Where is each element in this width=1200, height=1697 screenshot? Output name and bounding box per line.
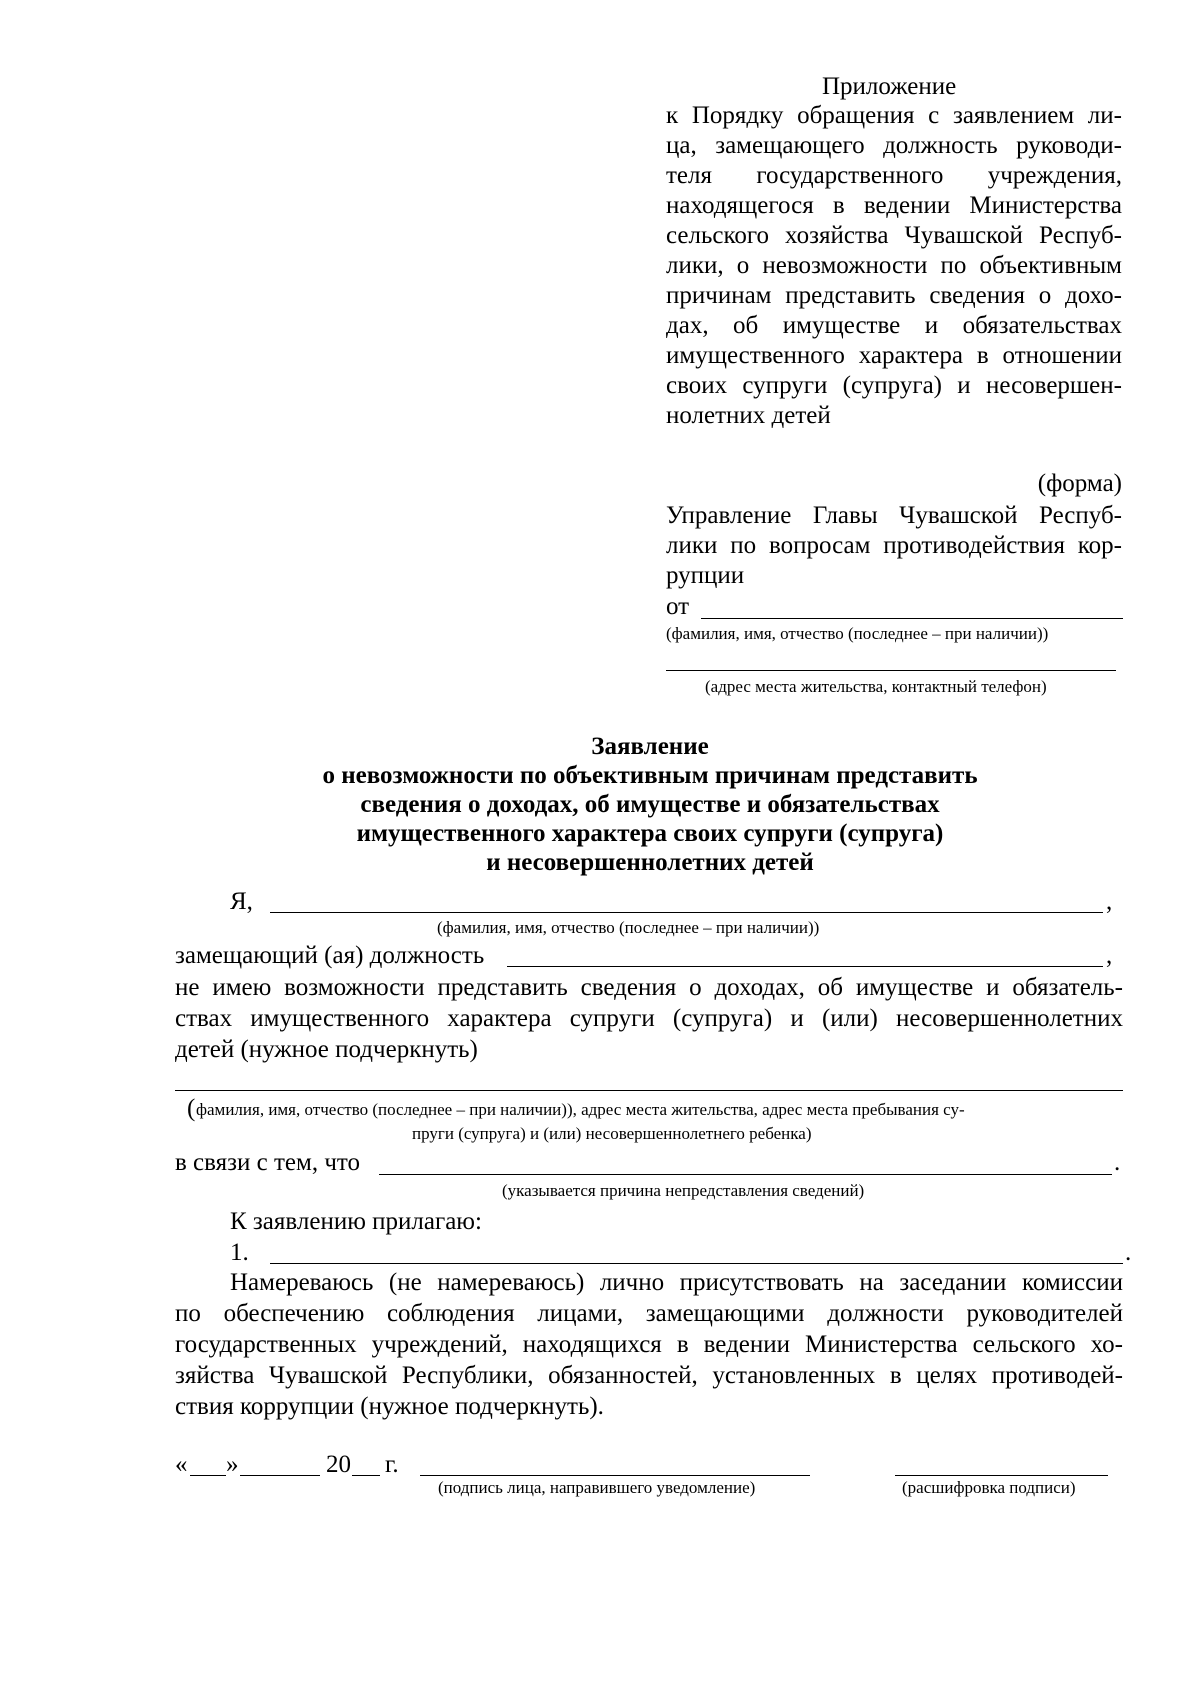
from-name-field[interactable] bbox=[701, 618, 1123, 619]
applicant-name-field[interactable] bbox=[270, 912, 1103, 913]
appendix-line-10: своих супруги (супруга) и несовершен- bbox=[666, 372, 1122, 399]
no-possibility-line-3: детей (нужное подчеркнуть) bbox=[175, 1036, 478, 1063]
addressee-line-3: рупции bbox=[666, 562, 745, 589]
position-comma: , bbox=[1106, 942, 1113, 969]
applicant-name-hint: (фамилия, имя, отчество (последнее – при наличии)) bbox=[437, 918, 820, 937]
because-label: в связи с тем, что bbox=[175, 1149, 360, 1176]
date-year-field[interactable] bbox=[352, 1475, 380, 1476]
date-day-field[interactable] bbox=[190, 1475, 226, 1476]
appendix-line-8: дах, об имуществе и обязательствах bbox=[666, 312, 1122, 339]
appendix-line-3: теля государственного учреждения, bbox=[666, 162, 1122, 189]
signature-decode-field[interactable] bbox=[895, 1475, 1108, 1476]
date-month-field[interactable] bbox=[240, 1475, 320, 1476]
attach-item-field[interactable] bbox=[270, 1263, 1123, 1264]
family-hint-paren: ( bbox=[187, 1095, 196, 1122]
no-possibility-line-2: ствах имущественного характера супруги (супруга) и (или) несовершеннолетних bbox=[175, 1005, 1123, 1032]
year-prefix: 20 bbox=[326, 1451, 351, 1478]
appendix-line-4: находящегося в ведении Министерства bbox=[666, 192, 1122, 219]
year-suffix: г. bbox=[385, 1451, 399, 1478]
i-label: Я, bbox=[230, 888, 253, 915]
signature-decode-hint: (расшифровка подписи) bbox=[902, 1478, 1076, 1497]
appendix-line-9: имущественного характера в отношении bbox=[666, 342, 1122, 369]
intent-line-3: государственных учреждений, находящихся в ведении Министерства сельского хо- bbox=[175, 1331, 1123, 1358]
intent-line-4: зяйства Чувашской Республики, обязанностей, установленных в целях противодей- bbox=[175, 1362, 1123, 1389]
signature-field[interactable] bbox=[420, 1475, 810, 1476]
reason-hint: (указывается причина непредставления сведений) bbox=[502, 1181, 865, 1200]
attach-label: К заявлению прилагаю: bbox=[230, 1208, 482, 1235]
appendix-line-7: причинам представить сведения о дохо- bbox=[666, 282, 1122, 309]
appendix-line-2: ца, замещающего должность руководи- bbox=[666, 132, 1122, 159]
intent-line-5: ствия коррупции (нужное подчеркнуть). bbox=[175, 1393, 604, 1420]
appendix-line-11: нолетних детей bbox=[666, 402, 831, 429]
from-label: от bbox=[666, 593, 690, 620]
address-field[interactable] bbox=[666, 670, 1116, 671]
family-hint-line-1: фамилия, имя, отчество (последнее – при наличии)), адрес места жительства, адрес места пребывания су- bbox=[196, 1100, 965, 1119]
addressee-line-1: Управление Главы Чувашской Респуб- bbox=[666, 502, 1122, 529]
intent-line-2: по обеспечению соблюдения лицами, замещающими должности руководителей bbox=[175, 1300, 1123, 1327]
attach-period: . bbox=[1125, 1239, 1132, 1266]
appendix-line-6: лики, о невозможности по объективным bbox=[666, 252, 1122, 279]
appendix-line-5: сельского хозяйства Чувашской Респуб- bbox=[666, 222, 1122, 249]
form-label: (форма) bbox=[1037, 470, 1122, 497]
family-hint-line-2: пруги (супруга) и (или) несовершеннолетнего ребенка) bbox=[412, 1124, 812, 1143]
statement-subtitle-1: о невозможности по объективным причинам представить bbox=[322, 762, 978, 789]
from-name-hint: (фамилия, имя, отчество (последнее – при наличии)) bbox=[666, 624, 1049, 643]
appendix-title: Приложение bbox=[822, 73, 957, 100]
i-comma: , bbox=[1106, 888, 1113, 915]
address-hint: (адрес места жительства, контактный телефон) bbox=[705, 677, 1047, 696]
date-quote-open: « bbox=[175, 1451, 188, 1478]
statement-subtitle-4: и несовершеннолетних детей bbox=[486, 849, 814, 876]
position-field[interactable] bbox=[507, 966, 1103, 967]
because-period: . bbox=[1114, 1149, 1121, 1176]
addressee-line-2: лики по вопросам противодействия кор- bbox=[666, 532, 1122, 559]
date-quote-close: » bbox=[226, 1451, 239, 1478]
intent-line-1: Намереваюсь (не намереваюсь) лично присутствовать на заседании комиссии bbox=[230, 1269, 1123, 1296]
position-label: замещающий (ая) должность bbox=[175, 942, 485, 969]
signature-hint: (подпись лица, направившего уведомление) bbox=[438, 1478, 756, 1497]
appendix-line-1: к Порядку обращения с заявлением ли- bbox=[666, 102, 1122, 129]
statement-subtitle-2: сведения о доходах, об имуществе и обязательствах bbox=[360, 791, 940, 818]
reason-field[interactable] bbox=[379, 1174, 1112, 1175]
statement-subtitle-3: имущественного характера своих супруги (супруга) bbox=[356, 820, 944, 847]
statement-heading: Заявление bbox=[591, 733, 709, 760]
attach-item-number: 1. bbox=[230, 1239, 249, 1266]
family-members-field[interactable] bbox=[175, 1090, 1123, 1091]
no-possibility-line-1: не имею возможности представить сведения о доходах, об имуществе и обязатель- bbox=[175, 974, 1123, 1001]
